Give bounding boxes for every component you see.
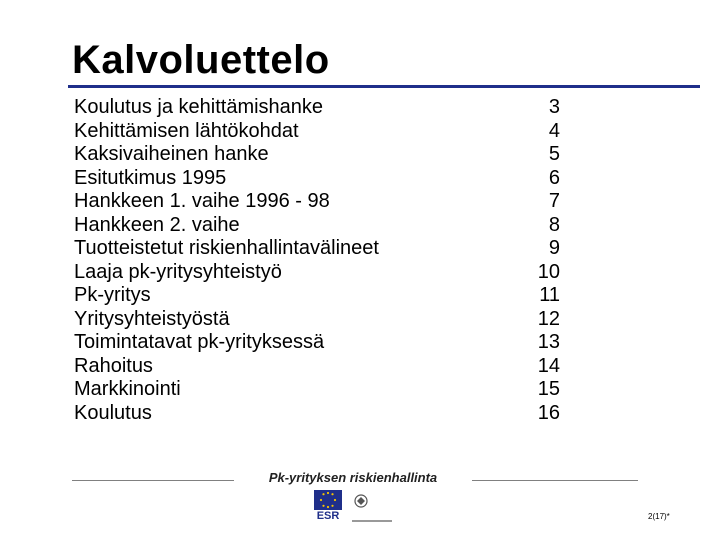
toc-page: 15 — [537, 378, 560, 400]
toc-label: Laaja pk-yritysyhteistyö — [74, 260, 282, 283]
toc-page: 12 — [537, 307, 560, 330]
page-number: 2(17)* — [648, 512, 670, 521]
footer-divider-right — [472, 480, 638, 481]
eu-flag-icon — [314, 490, 342, 510]
toc-page: 6 — [548, 166, 560, 189]
toc-page: 10 — [537, 260, 560, 283]
toc-page: 8 — [548, 213, 560, 236]
toc-row — [74, 96, 560, 120]
toc-row — [74, 143, 560, 167]
toc-row — [74, 190, 560, 214]
toc-label: Hankkeen 2. vaihe — [74, 213, 240, 236]
toc-page: 3 — [548, 96, 560, 118]
toc-page: 5 — [548, 143, 560, 165]
toc-page: 4 — [548, 119, 560, 142]
toc-page: 13 — [537, 331, 560, 353]
toc-label: Hankkeen 1. vaihe 1996 - 98 — [74, 190, 330, 212]
toc-label: Esitutkimus 1995 — [74, 166, 227, 189]
toc-row — [74, 167, 560, 191]
toc-row — [74, 402, 560, 426]
toc-page: 14 — [537, 354, 560, 377]
footer-divider-left — [72, 480, 234, 481]
esr-logo-text: ESR — [316, 510, 340, 522]
toc-row — [74, 284, 560, 308]
footer-title: Pk-yrityksen riskienhallinta — [268, 470, 438, 485]
toc-page: 7 — [548, 190, 560, 212]
toc-row — [74, 378, 560, 402]
toc-row — [74, 237, 560, 261]
ministry-logo-icon — [352, 492, 392, 526]
toc-page: 11 — [539, 284, 560, 306]
toc-page: 16 — [537, 401, 560, 424]
toc-row — [74, 355, 560, 379]
toc-label: Pk-yritys — [74, 284, 151, 306]
page-title: Kalvoluettelo — [72, 38, 330, 82]
toc-row — [74, 214, 560, 238]
toc-label: Rahoitus — [74, 354, 153, 377]
toc-label: Koulutus ja kehittämishanke — [74, 96, 324, 118]
toc-list — [74, 96, 560, 425]
toc-label: Kehittämisen lähtökohdat — [74, 119, 299, 142]
toc-label: Markkinointi — [74, 378, 181, 400]
toc-row — [74, 331, 560, 355]
toc-row — [74, 120, 560, 144]
toc-page: 9 — [548, 237, 560, 259]
toc-label: Toimintatavat pk-yrityksessä — [74, 331, 325, 353]
toc-label: Kaksivaiheinen hanke — [74, 143, 269, 165]
title-underline — [68, 85, 700, 88]
toc-row — [74, 308, 560, 332]
toc-label: Koulutus — [74, 401, 152, 424]
toc-label: Yritysyhteistyöstä — [74, 307, 230, 330]
toc-label: Tuotteistetut riskienhallintavälineet — [74, 237, 379, 259]
toc-row — [74, 261, 560, 285]
